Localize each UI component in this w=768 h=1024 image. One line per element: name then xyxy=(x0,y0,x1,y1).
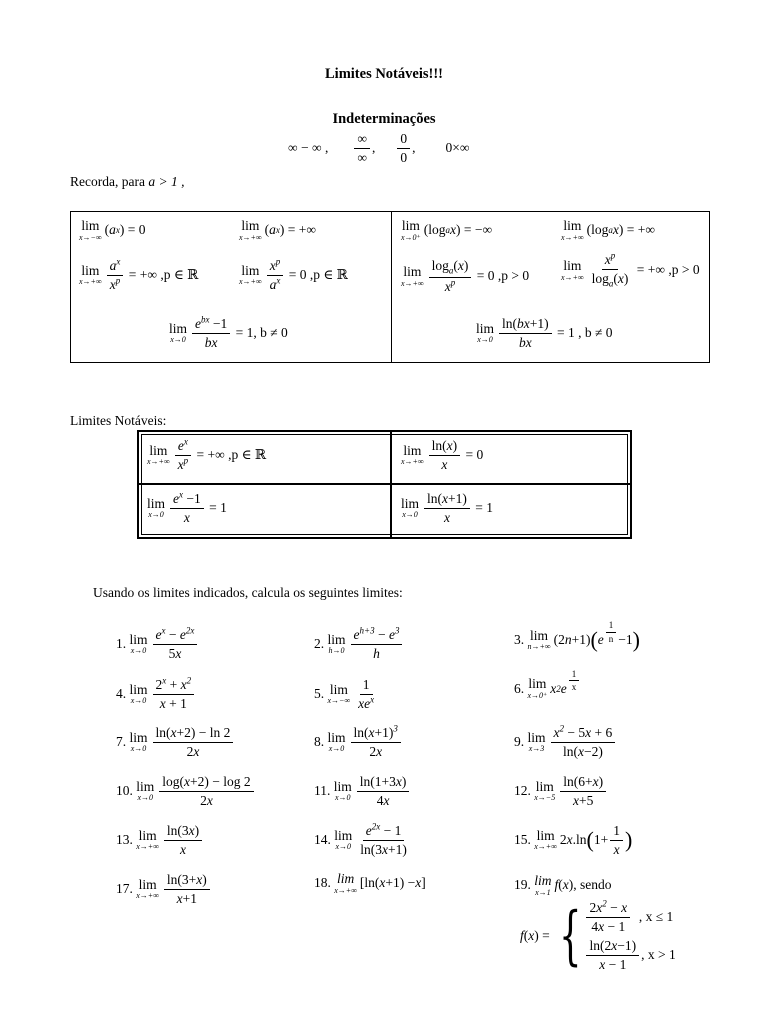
exercise-6: 6. lim x→0⁺ x 2 e $\frac{1}{x}$ xyxy=(514,677,581,701)
exercise-18: 18. lim x→+∞ [ln( x +1) − x ] xyxy=(314,871,426,895)
exercise-11: 11. lim x→0 $\frac{\ln(1+3x)}{4x}$ xyxy=(314,774,411,808)
exercise-12: 12. lim x→−5 $\frac{\ln(6+x)}{x+5}$ xyxy=(514,774,608,808)
limit-exp-plus-inf: lim x→+∞ ( a x ) = +∞ xyxy=(239,218,317,242)
piece-2: $\frac{\ln(2x-1)}{x - 1}$ , x > 1 xyxy=(584,938,675,972)
exponential-log-limits-table xyxy=(70,211,710,363)
indet-zero-times-inf: 0×∞ xyxy=(445,140,470,155)
exercise-15: 15. lim x→+∞ 2 x .ln ( 1+ $\frac{1}{x}$ ) xyxy=(514,823,633,857)
limit-power-over-log: lim x→+∞ $\frac{x^p}{\log_a(x)}$ = +∞ ,p > 0 xyxy=(561,250,700,289)
indeterminations-row: ∞ − ∞ , $\frac{\infty}{\infty}$ , $\frac{0}{0}$ , 0×∞ xyxy=(288,130,470,165)
exercise-8: 8. lim x→0 $\frac{\ln(x+1)^3}{2x}$ xyxy=(314,725,403,759)
instructions-text: Usando os limites indicados, calcula os seguintes limites: xyxy=(93,585,403,600)
notable-exp-over-power: lim x→+∞ $\frac{e^x}{x^p}$ = +∞ ,p ∈ ℝ xyxy=(147,436,267,472)
limit-ln-bx: lim x→0 $\frac{\ln(bx+1)}{bx}$ = 1 , b ≠ 0 xyxy=(476,316,613,350)
piecewise-function: f(x) = { $\frac{2x^2 - x}{4x - 1}$ , x ≤ 1 $\frac{\ln(2x-1)}{x - 1}$ , x > 1 xyxy=(520,898,676,974)
exercise-5: 5. lim x→−∞ $\frac{1}{xe^x}$ xyxy=(314,677,375,711)
notable-limits-label: Limites Notáveis: xyxy=(70,413,167,428)
exercise-7: 7. lim x→0 $\frac{\ln(x+2) - \ln 2}{2x}$ xyxy=(116,725,235,759)
exercise-19: 19. lim x→1 f ( x ) , sendo xyxy=(514,873,612,897)
limit-log-zero-plus: lim x→0⁺ (log a x ) = −∞ xyxy=(401,218,493,242)
exercise-14: 14. lim x→0 $\frac{e^{2x} - 1}{\ln(3x+1)}$ xyxy=(314,821,407,857)
indet-inf-over-inf: $\frac{\infty}{\infty}$ xyxy=(354,131,370,165)
limit-log-over-power: lim x→+∞ $\frac{\log_a(x)}{x^p}$ = 0 ,p > 0 xyxy=(401,258,530,295)
exercise-9: 9. lim x→3 $\frac{x^2 - 5x + 6}{\ln(x-2)}$ xyxy=(514,725,617,759)
left-brace: { xyxy=(558,899,582,974)
page-title: Limites Notáveis!!! xyxy=(325,66,443,82)
exercise-17: 17. lim x→+∞ $\frac{\ln(3+x)}{x+1}$ xyxy=(116,872,212,906)
recorda-text: Recorda, para a > 1 , xyxy=(70,174,185,189)
indet-inf-minus-inf: ∞ − ∞ , xyxy=(288,140,329,155)
limit-exp-bx: lim x→0 $\frac{e^{bx} -1}{bx}$ = 1, b ≠ 0 xyxy=(169,314,288,350)
piece-1: $\frac{2x^2 - x}{4x - 1}$ , x ≤ 1 xyxy=(584,900,675,934)
indet-zero-over-zero: $\frac{0}{0}$ xyxy=(397,131,410,165)
notable-ln-x-plus-one: lim x→0 $\frac{\ln(x+1)}{x}$ = 1 xyxy=(401,491,493,525)
exercise-10: 10. lim x→0 $\frac{\log(x+2) - \log 2}{2x}$ xyxy=(116,774,256,808)
limit-power-over-exp: lim x→+∞ $\frac{x^p}{a^x}$ = 0 ,p ∈ ℝ xyxy=(239,256,348,292)
notable-limits-table xyxy=(137,430,632,539)
exercise-13: 13. lim x→+∞ $\frac{\ln(3x)}{x}$ xyxy=(116,823,204,857)
notable-exp-minus-one: lim x→0 $\frac{e^x -1}{x}$ = 1 xyxy=(147,489,227,525)
exercise-4: 4. lim x→0 $\frac{2^x + x^2}{x + 1}$ xyxy=(116,677,196,711)
limit-log-plus-inf: lim x→+∞ (log a x ) = +∞ xyxy=(561,218,656,242)
notable-ln-over-x: lim x→+∞ $\frac{\ln(x)}{x}$ = 0 xyxy=(401,438,484,472)
limit-exp-minus-inf: lim x→−∞ ( a x ) = 0 xyxy=(79,218,146,242)
limit-exp-over-power: lim x→+∞ $\frac{a^x}{x^p}$ = +∞ ,p ∈ ℝ xyxy=(79,256,199,292)
section-heading-indeterminations: Indeterminações xyxy=(332,111,436,127)
exercise-3: 3. lim n→+∞ (2 n +1) ( e $\frac{1}{n}$ −1 ) xyxy=(514,620,640,652)
exercise-2: 2. lim h→0 $\frac{e^{h+3} - e^3}{h}$ xyxy=(314,627,404,661)
exercise-1: 1. lim x→0 $\frac{e^x - e^{2x}}{5x}$ xyxy=(116,627,199,661)
